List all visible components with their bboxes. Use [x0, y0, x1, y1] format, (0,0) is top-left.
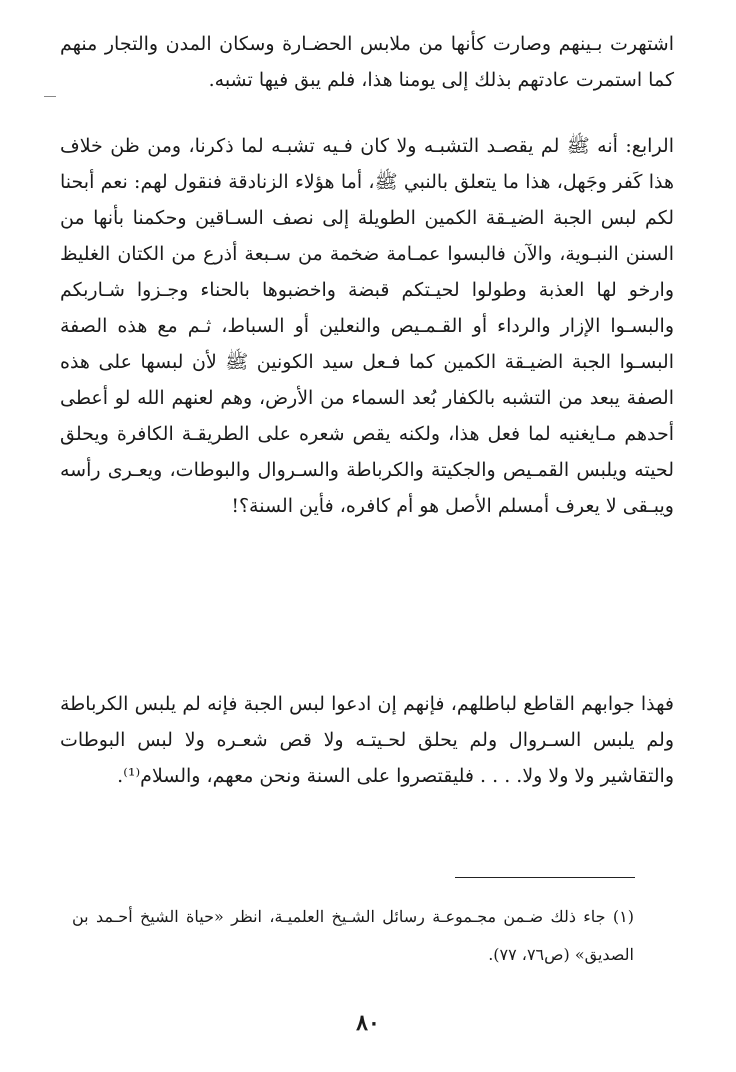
page-number: ٨٠ — [356, 1010, 380, 1036]
paragraph-2: الرابع: أنه ﷺ لم يقصـد التشبـه ولا كان فـيه تشبـه لما ذكرنا، ومن ظن خلاف هذا كَفر وجَهل، هذا ما يتعلق بالنبي ﷺ، أما هؤلاء الزنادقة فنقول لهم: نعم أبحنا لكم لبس الجبة الضيـقة الكمين الطويلة إلى نصف السـاقين وحكمنا بأنها من السنن النبـوية، والآن فالبسوا عمـامة ضخمة من سـبعة أذرع من الكتان الغليظ وارخو لها العذبة وطولوا لحيـتكم قبضة واخضبوها بالحناء وجـزوا شـاربكم والبسـوا الإزار والرداء أو القـمـيص والنعلين أو السباط، ثـم مع هذه الصفة البسـوا الجبة الضيـقة الكمين كما فـعل سيد الكونين ﷺ لأن لبسها على هذه الصفة يبعد من التشبه بالكفار بُعد السماء من الأرض، وهم لعنهم الله لو أعطى أحدهم مـايغنيه لما فعل هذا، ولكنه يقص شعره على الطريقـة الكافرة ويحلق لحيته ويلبس القمـيص والجكيتة والكرباطة والسـروال والبوطات، ويعـرى رأسه ويبـقى لا يعرف أمسلم الأصل هو أم كافره، فأين السنة؟! — [60, 135, 674, 517]
paragraph-3: فهذا جوابهم القاطع لباطلهم، فإنهم إن ادعوا لبس الجبة فإنه لم يلبس الكرباطة ولم يلبس السـروال ولم يحلق لحـيتـه ولا قص شعـره ولا لبس البوطات والتقاشير ولا ولا ولا. . . . فليقتصروا على السنة ونحن معهم، والسلام⁽¹⁾. — [60, 693, 674, 787]
paragraph-1: اشتهرت بـينهم وصارت كأنها من ملابس الحضـارة وسكان المدن والتجار منهم كما استمرت عادتهم بذلك إلى يومنا هذا، فلم يبق فيها تشبه. — [60, 33, 675, 91]
margin-mark — [44, 96, 56, 97]
footnote-divider — [455, 877, 635, 878]
footnote: (١) جاء ذلك ضـمن مجـموعـة رسائل الشـيخ العلميـة، انظر «حياة الشيخ أحـمد بن الصديق» (ص٧٦، ٧٧). — [72, 907, 634, 964]
